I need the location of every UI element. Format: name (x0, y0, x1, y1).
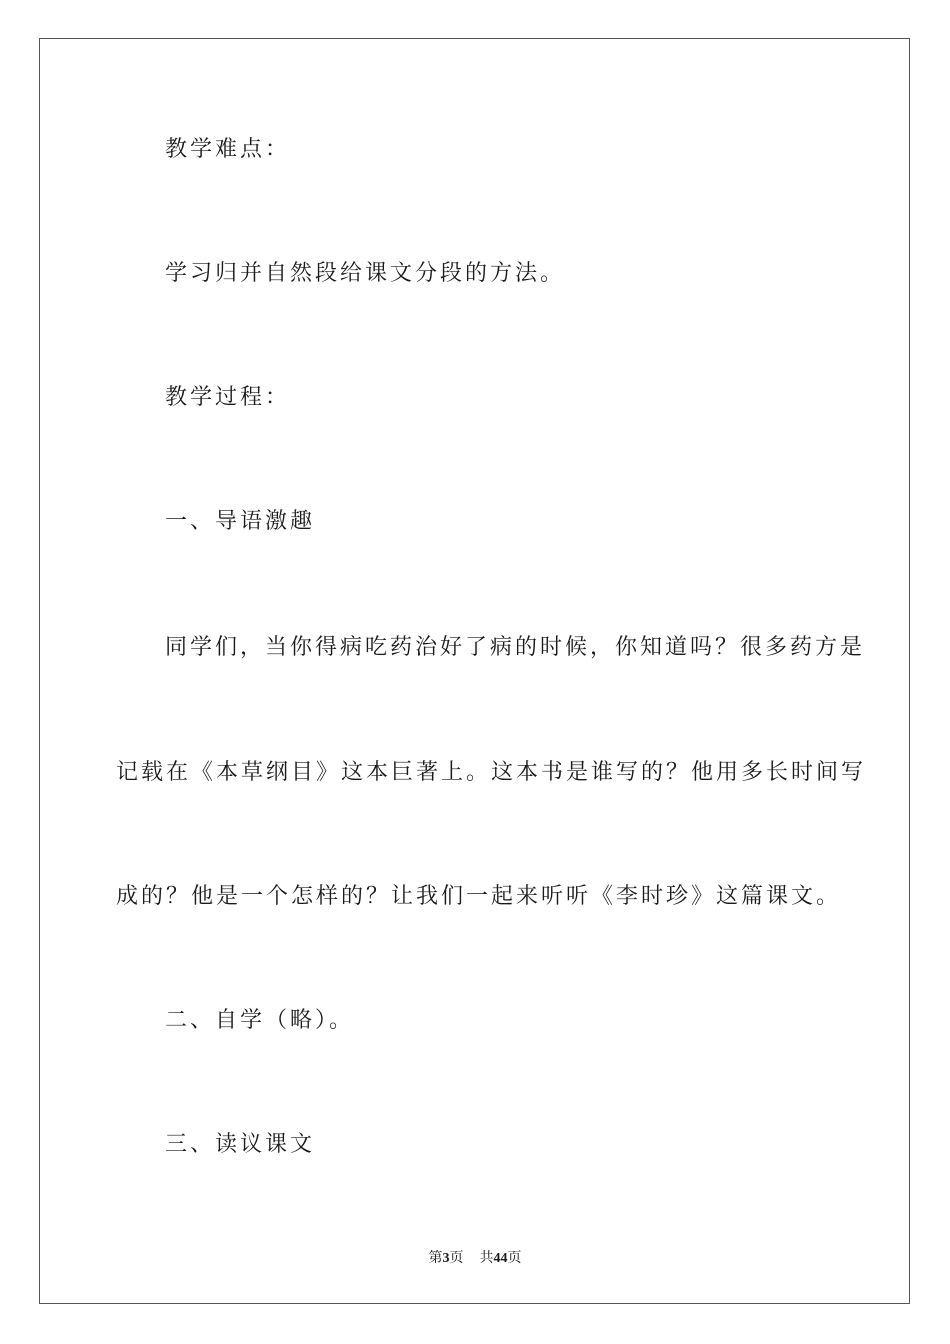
footer-total-prefix: 共 (479, 1251, 494, 1266)
section-heading-1: 一、导语激趣 (165, 509, 316, 534)
footer-page-total: 44 (493, 1251, 508, 1266)
footer-page-current: 3 (442, 1251, 450, 1266)
paragraph-line-1: 同学们，当你得病吃药治好了病的时候，你知道吗？很多药方是 (165, 635, 866, 660)
section-heading-3: 三、读议课文 (165, 1132, 316, 1157)
footer-page-prefix: 第 (428, 1251, 443, 1266)
page-frame (39, 38, 910, 1304)
heading-teaching-process: 教学过程： (165, 385, 291, 410)
paragraph-line-3: 成的？他是一个怎样的？让我们一起来听听《李时珍》这篇课文。 (116, 884, 842, 909)
heading-teaching-difficulty: 教学难点： (165, 137, 291, 162)
page-footer (0, 1247, 950, 1267)
paragraph-line-2: 记载在《本草纲目》这本巨著上。这本书是谁写的？他用多长时间写 (116, 760, 867, 785)
footer-total-suffix: 页 (507, 1251, 522, 1266)
section-heading-2: 二、自学（略）。 (165, 1008, 355, 1033)
footer-page-suffix: 页 (449, 1251, 464, 1266)
paragraph-difficulty-content: 学习归并自然段给课文分段的方法。 (165, 261, 566, 286)
